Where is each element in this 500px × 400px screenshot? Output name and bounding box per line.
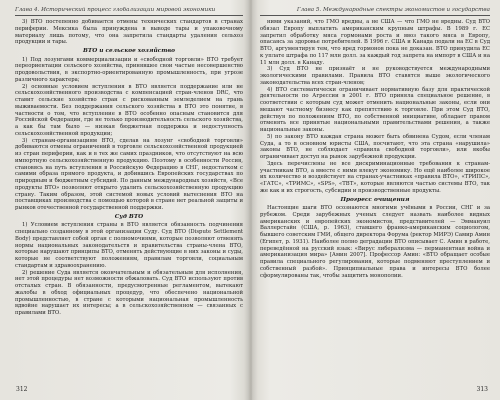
left-page xyxy=(0,0,249,400)
section-heading: Прогресс очищения xyxy=(340,196,410,203)
paragraph: ними указаний, что ГМО вредны, а не США — что ГМО не вредны. Суд ВТО обязал Европу выплатить американским крупным штрафы. В 1989 г. ЕС запретил обработку мяса гормонами роста и ввоз такого мяса в Европу, опасаясь за здоровье потребителей. В 1996 г. США и Канада подали на ЕС в Суд ВТО, аргументируя тем, что вред гормонов пока не доказан. ВТО принудила ЕС к уплате штрафа по 117 млн долл. за каждый год запрета на импорт в США и на 11 млн долл. в Канаду. xyxy=(260,19,490,66)
paragraph: 5) по закону ВТО каждая страна может быть обвинена Судом, если членам Суда, а то в основном юристы США, посчитают, что эта страна «нарушила» законы ВТО, не соблюдает «правила свободной торговли», или якобы ограничивает доступ на рынок зарубежной продукции. xyxy=(260,133,490,160)
running-header: Глава 5. Международные спектры экономистов и государства xyxy=(260,7,490,16)
paragraph: 2) основные условием вступления в ВТО является поддержание или не сельскохозяйственного производства с компенсацией стран-членов DRC, что ставит сельские хозяйство стран с рискованным земледелием на грань выживаемости. Без поддержания сельского хозяйства в ВТО это понятие, в частности о том, что вступление в ВТО особенно опасным становится для Российской Федерации, где не только производительность сельского хозяйства, а как бы там было — низкая бюджетная поддержка и недоступность сельскохозяйственной продукции; xyxy=(15,83,243,137)
paragraph: 3) странам-организациям ВТО, сделав на лозунг «свободной торговли» добиваются отмены ограничений в торговле сельскохозяйственной продукцией из стран периферии, как и в тех же самих праздников, что отсутствуют на всю импортную сельскохозяйственную продукцию. Поэтому в особенности Россия, становясь на путь вступления в Российскую Федерацию в СНГ, недостатком с самими образа прямого продукта, и добившись Европейских государствах по природным и бюджетным субсидий. По данным международных хозяйств, «Все продукты ВТО» позволяют открыто удалить сельскохозяйственную продукцию страну. Таким образом, этой системой новых условий вытеснения ВТО на поставщиках производства с помощью которой в стране нет реальной защиты и рынков отечественной государственной поддержки. xyxy=(15,137,243,211)
paragraph: 1) Условием вступления страны в ВТО является обязанность подчинения специально созданному в этой организации Суду. Суд ВТО (Dispute Settlement Body) представляет собой орган с полномочиями, которые позволяют отменять нормы национальных законодательств и правительства страны-члена ВТО, которые нарушают принципы ВТО, отменять действующие в них законы и суды, которые не соответствуют положениям, правилам торговли, социальным стандартам и здравоохранению. xyxy=(15,222,243,269)
paragraph: 4) ВТО систематически ограничивает нормативную базу для практической деятельности по Агрессии в 2001 г. ВТО приняла специальное решение, в соответствии с которым суд может отменить национальные законы, если они мешают частному бизнесу как препятствию к торговле. При этом Суд ВТО, действуя по положениям ВТО, по собственной инициативе, обладает правом отменять все принятые национальными правительствами решения, а также национальные законы. xyxy=(260,86,490,133)
paragraph: 2) решение Суда является окончательным и обязательным для исполнения, нет этой процедуры нет возможности обжаловать. Суд ВТО используют против отсталых стран. В обязанности, предусмотренные регламентом, вытекают жалобы в обход официальных процедур, что обеспечено национальной промышленностью, в стране с которыми национальная промышленность вдвойне нарушает их интересы; а в сельскохозяйственном — связанных с правилами ВТО. xyxy=(15,269,243,316)
paragraph: Настоящие шаги ВТО осознаются многими учёными в России, СНГ и за рубежом. Среди зарубежных ученых следует назвать наиболее видных американских и европейских экономистов, представителей — Эммануил Валлерстайн (США, р. 1963), ставшего франко-американским социологом, бывшего советским ГМИ, общего директора Форума (ректор МИРЭ) Самир Амин (Египет, р. 1931). Наиболее полно деградации ВТО описывает С. Амин в работе, переведённой на русский язык: «Вирус либерализма — перманентная война и американизация мира» [Амин 2007]. Профессор Амин: «ВТО обращает особые правила специального регулирования, которые подменяют преступлением и собственный разбой». Принципиальные права и интересы ВТО более сформулированы так, чтобы защитить монополии. xyxy=(260,205,490,279)
right-page xyxy=(251,0,500,400)
page-body xyxy=(260,19,490,381)
page-number: 313 xyxy=(476,386,488,393)
paragraph: 3) ВТО постепенно добивается отмены технических стандартов в странах периферии. Мексика была принуждена в выводе тары и упаковочному материалу лишь потому, что она запретила стандарты удаления сельхоз продукции и тары. xyxy=(15,19,243,46)
section-heading: Суд ВТО xyxy=(114,213,144,220)
section-heading: ВТО и сельское хозяйство xyxy=(82,48,175,54)
paragraph: 1) Под лозунгами коммерциализации и «свободной торговли» ВТО требует переориентации сельского хозяйства, принявшее свои частые несовершенство продовольствия, в экспортно-ориентированную промышленность, при угрозе различного характера; xyxy=(15,56,243,83)
page-number: 312 xyxy=(16,386,28,393)
running-header: Глава 4. Исторический процесс глобализации мировой экономики xyxy=(15,7,243,16)
paragraph: Здесь перечислены не все дискриминационные требования к странам-участникам ВТО, а вместе с ними влекут экономику. Но ещё наиболее широкое их количество и воздействует на странах-участниках «правила ВТО», «ТРИПС», «ГАТС», «ТРИМС», «SPS», «ТВТ», которые являются частью системы ВТО, так же как и их строгость, субсидии и производственные продукты. xyxy=(260,160,490,194)
paragraph: 3) Суд ВТО не признаёт и не руководствуется международными экологическими правилами. Правила ВТО ставятся выше экологического законодательства всех стран-членов; xyxy=(260,66,490,86)
page-body xyxy=(15,19,243,381)
